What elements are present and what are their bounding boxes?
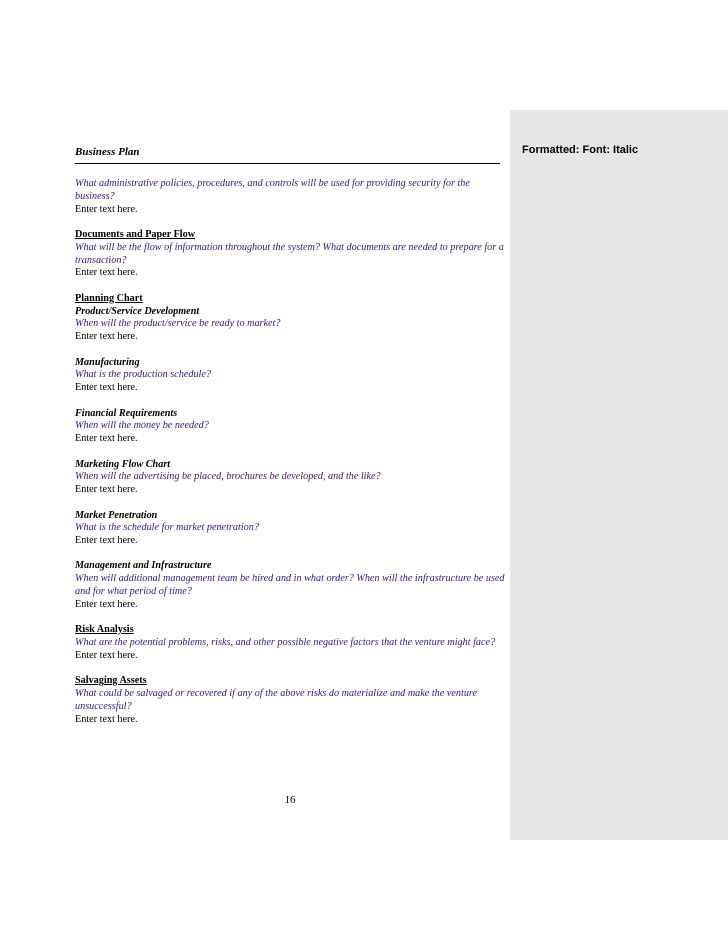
section-financial-requirements — [75, 408, 507, 446]
section-question: What is the production schedule? — [75, 369, 211, 381]
answer-field[interactable]: Enter text here. — [75, 331, 138, 343]
section-security — [75, 178, 507, 216]
answer-field[interactable]: Enter text here. — [75, 535, 138, 547]
section-risk-analysis — [75, 624, 507, 662]
section-market-penetration — [75, 510, 507, 548]
section-question: When will the product/service be ready to market? — [75, 318, 281, 330]
section-question: What is the schedule for market penetration? — [75, 522, 259, 534]
answer-field[interactable]: Enter text here. — [75, 713, 138, 725]
section-question: When will additional management team be hired and in what order? When will the infrastructure be used and for what period of time? — [75, 573, 505, 598]
section-question: When will the money be needed? — [75, 420, 209, 432]
page-number: 16 — [284, 794, 296, 806]
section-heading: Planning Chart — [75, 292, 143, 304]
section-question: What administrative policies, procedures, and controls will be used for providing security for the business? — [75, 178, 470, 202]
section-management-infrastructure — [75, 560, 507, 611]
section-planning-chart — [75, 293, 507, 344]
answer-field[interactable]: Enter text here. — [75, 433, 138, 445]
section-question: What will be the flow of information throughout the system? What documents are needed to prepare for a transaction? — [75, 241, 504, 266]
section-heading: Risk Analysis — [75, 624, 134, 636]
section-heading: Financial Requirements — [75, 407, 178, 419]
section-question: When will the advertising be placed, brochures be developed, and the like? — [75, 471, 381, 483]
section-question: What are the potential problems, risks, and other possible negative factors that the venture might face? — [75, 637, 496, 649]
section-heading: Salvaging Assets — [75, 675, 147, 687]
section-subheading: Product/Service Development — [75, 305, 200, 317]
answer-field[interactable]: Enter text here. — [75, 598, 138, 610]
header-title: Business Plan — [75, 146, 140, 158]
section-question: What could be salvaged or recovered if any of the above risks do materialize and make the venture unsuccessful? — [75, 688, 478, 712]
section-heading: Marketing Flow Chart — [75, 458, 171, 470]
section-heading: Documents and Paper Flow — [75, 228, 196, 240]
comment-pane-label: Formatted: Font: Italic — [522, 144, 639, 156]
answer-field[interactable]: Enter text here. — [75, 382, 138, 394]
document-body — [75, 178, 507, 739]
page-header — [75, 146, 500, 164]
section-manufacturing — [75, 357, 507, 395]
section-marketing-flow-chart — [75, 459, 507, 497]
answer-field[interactable]: Enter text here. — [75, 203, 138, 215]
section-documents-paper-flow — [75, 229, 507, 280]
comment-pane — [510, 110, 728, 840]
answer-field[interactable]: Enter text here. — [75, 484, 138, 496]
section-heading: Manufacturing — [75, 356, 140, 368]
section-salvaging-assets — [75, 675, 507, 726]
section-heading: Market Penetration — [75, 509, 158, 521]
answer-field[interactable]: Enter text here. — [75, 267, 138, 279]
section-heading: Management and Infrastructure — [75, 560, 212, 572]
answer-field[interactable]: Enter text here. — [75, 649, 138, 661]
